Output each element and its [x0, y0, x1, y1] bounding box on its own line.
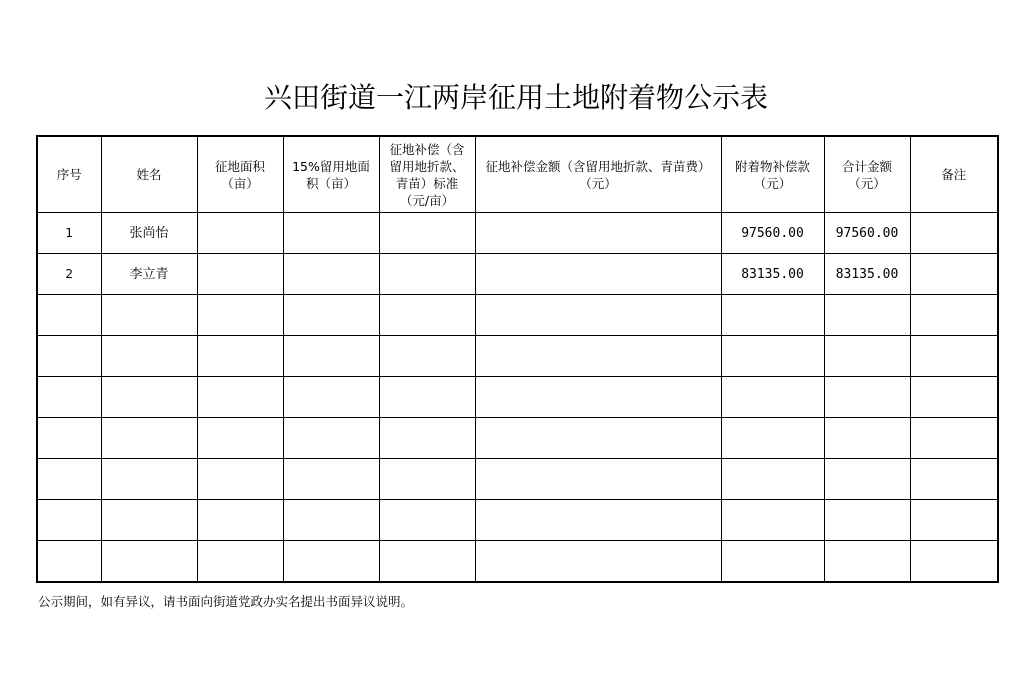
cell-land-area — [197, 377, 283, 418]
cell-compensation-amount — [475, 213, 721, 254]
cell-land-area — [197, 295, 283, 336]
cell-index — [37, 295, 101, 336]
table-row — [37, 541, 998, 583]
table-row — [37, 500, 998, 541]
cell-remarks — [910, 418, 998, 459]
cell-reserved-area — [283, 377, 379, 418]
cell-name: 李立青 — [101, 254, 197, 295]
cell-name: 张尚怡 — [101, 213, 197, 254]
announcement-table — [36, 135, 999, 583]
cell-compensation-standard — [379, 418, 475, 459]
cell-compensation-amount — [475, 254, 721, 295]
cell-total-amount: 83135.00 — [824, 254, 910, 295]
cell-name — [101, 541, 197, 583]
cell-name — [101, 295, 197, 336]
cell-compensation-standard — [379, 500, 475, 541]
cell-compensation-standard — [379, 213, 475, 254]
cell-compensation-standard — [379, 541, 475, 583]
cell-land-area — [197, 213, 283, 254]
cell-index — [37, 418, 101, 459]
cell-total-amount — [824, 541, 910, 583]
cell-compensation-standard — [379, 295, 475, 336]
cell-reserved-area — [283, 541, 379, 583]
cell-remarks — [910, 336, 998, 377]
cell-total-amount — [824, 418, 910, 459]
cell-total-amount — [824, 336, 910, 377]
cell-name — [101, 500, 197, 541]
header-cell-compensation-amount: 征地补偿金额（含留用地折款、青苗费）（元） — [475, 136, 721, 213]
cell-remarks — [910, 500, 998, 541]
cell-total-amount — [824, 295, 910, 336]
cell-total-amount: 97560.00 — [824, 213, 910, 254]
cell-attachment-compensation — [721, 500, 824, 541]
cell-name — [101, 418, 197, 459]
table-row — [37, 377, 998, 418]
table-row — [37, 418, 998, 459]
cell-land-area — [197, 418, 283, 459]
table-row — [37, 213, 998, 254]
cell-attachment-compensation: 83135.00 — [721, 254, 824, 295]
cell-reserved-area — [283, 213, 379, 254]
cell-name — [101, 377, 197, 418]
header-cell-total-amount: 合计金额（元） — [824, 136, 910, 213]
cell-name — [101, 336, 197, 377]
header-cell-reserved-area: 15%留用地面积（亩） — [283, 136, 379, 213]
cell-index — [37, 541, 101, 583]
cell-total-amount — [824, 377, 910, 418]
cell-land-area — [197, 254, 283, 295]
table-header-row — [37, 136, 998, 213]
header-cell-index: 序号 — [37, 136, 101, 213]
header-cell-attachment-compensation: 附着物补偿款（元） — [721, 136, 824, 213]
cell-attachment-compensation — [721, 459, 824, 500]
header-cell-compensation-standard: 征地补偿（含留用地折款、青苗）标准（元/亩） — [379, 136, 475, 213]
cell-reserved-area — [283, 418, 379, 459]
cell-compensation-amount — [475, 541, 721, 583]
footer-note: 公示期间，如有异议，请书面向街道党政办实名提出书面异议说明。 — [38, 594, 414, 609]
cell-remarks — [910, 213, 998, 254]
cell-reserved-area — [283, 459, 379, 500]
cell-index — [37, 377, 101, 418]
cell-compensation-amount — [475, 336, 721, 377]
cell-compensation-amount — [475, 377, 721, 418]
cell-attachment-compensation: 97560.00 — [721, 213, 824, 254]
cell-compensation-standard — [379, 336, 475, 377]
cell-compensation-amount — [475, 500, 721, 541]
page-title: 兴田街道一江两岸征用土地附着物公示表 — [263, 81, 768, 114]
cell-land-area — [197, 459, 283, 500]
cell-land-area — [197, 500, 283, 541]
cell-land-area — [197, 541, 283, 583]
table-row — [37, 295, 998, 336]
cell-index — [37, 336, 101, 377]
table-row — [37, 459, 998, 500]
cell-reserved-area — [283, 295, 379, 336]
header-cell-name: 姓名 — [101, 136, 197, 213]
table-row — [37, 254, 998, 295]
cell-compensation-amount — [475, 295, 721, 336]
cell-remarks — [910, 295, 998, 336]
cell-compensation-standard — [379, 377, 475, 418]
cell-name — [101, 459, 197, 500]
cell-index — [37, 500, 101, 541]
cell-attachment-compensation — [721, 336, 824, 377]
cell-remarks — [910, 541, 998, 583]
header-cell-remarks: 备注 — [910, 136, 998, 213]
header-cell-land-area: 征地面积（亩） — [197, 136, 283, 213]
cell-reserved-area — [283, 254, 379, 295]
cell-index: 1 — [37, 213, 101, 254]
cell-remarks — [910, 377, 998, 418]
cell-remarks — [910, 254, 998, 295]
cell-index: 2 — [37, 254, 101, 295]
cell-total-amount — [824, 459, 910, 500]
cell-reserved-area — [283, 500, 379, 541]
cell-compensation-amount — [475, 418, 721, 459]
cell-compensation-standard — [379, 254, 475, 295]
table-row — [37, 336, 998, 377]
cell-attachment-compensation — [721, 295, 824, 336]
cell-compensation-amount — [475, 459, 721, 500]
cell-remarks — [910, 459, 998, 500]
cell-attachment-compensation — [721, 541, 824, 583]
cell-compensation-standard — [379, 459, 475, 500]
cell-land-area — [197, 336, 283, 377]
cell-index — [37, 459, 101, 500]
cell-attachment-compensation — [721, 377, 824, 418]
cell-total-amount — [824, 500, 910, 541]
cell-reserved-area — [283, 336, 379, 377]
cell-attachment-compensation — [721, 418, 824, 459]
